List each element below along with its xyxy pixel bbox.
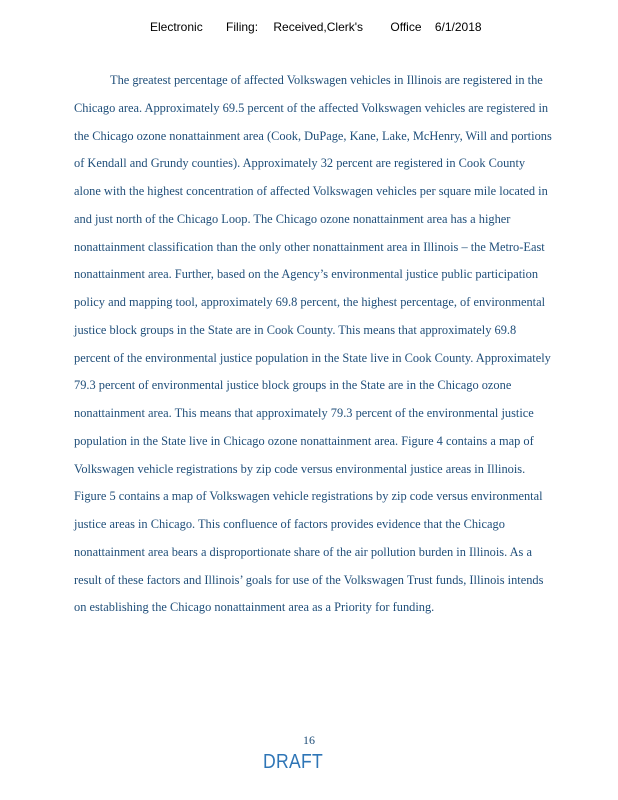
paragraph-line: population in the State live in Chicago ozone nonattainment area. Figure 4 contains a map of	[74, 433, 534, 448]
body-paragraph	[74, 67, 602, 622]
paragraph-line: Figure 5 contains a map of Volkswagen vehicle registrations by zip code versus environmental	[74, 489, 543, 504]
paragraph-line: of Kendall and Grundy counties). Approximately 32 percent are registered in Cook County	[74, 156, 526, 171]
paragraph-line: and just north of the Chicago Loop. The Chicago ozone nonattainment area has a higher	[74, 211, 511, 226]
paragraph-line: Chicago area. Approximately 69.5 percent of the affected Volkswagen vehicles are registered in	[74, 100, 549, 115]
header-office: Office	[390, 20, 422, 34]
header-date: 6/1/2018	[434, 20, 482, 34]
paragraph-line: Volkswagen vehicle registrations by zip code versus environmental justice areas in Illinois.	[74, 461, 526, 476]
filing-header	[150, 20, 482, 34]
header-received: Received,Clerk's	[273, 20, 364, 34]
paragraph-line: The greatest percentage of affected Volkswagen vehicles in Illinois are registered in the	[110, 73, 543, 87]
paragraph-line: the Chicago ozone nonattainment area (Cook, DuPage, Kane, Lake, McHenry, Will and portions	[74, 128, 552, 143]
paragraph-line: alone with the highest concentration of affected Volkswagen vehicles per square mile located in	[74, 184, 548, 198]
paragraph-line: justice areas in Chicago. This confluence of factors provides evidence that the Chicago	[74, 517, 505, 531]
paragraph-line: justice block groups in the State are in Cook County. This means that approximately 69.8	[74, 322, 517, 337]
header-filing: Filing:	[226, 20, 259, 34]
page-number: 16	[303, 733, 315, 747]
header-electronic: Electronic	[150, 20, 203, 34]
paragraph-line: nonattainment area. Further, based on the Agency’s environmental justice public participation	[74, 267, 539, 282]
paragraph-line: nonattainment classification than the only other nonattainment area in Illinois – the Metro-East	[74, 239, 545, 254]
paragraph-line: percent of the environmental justice population in the State live in Cook County. Approximately	[74, 350, 551, 365]
paragraph-line: nonattainment area. This means that approximately 79.3 percent of the environmental justice	[74, 406, 534, 420]
paragraph-line: result of these factors and Illinois’ goals for use of the Volkswagen Trust funds, Illinois intends	[74, 572, 544, 587]
paragraph-line: policy and mapping tool, approximately 69.8 percent, the highest percentage, of environmental	[74, 295, 546, 309]
paragraph-line: on establishing the Chicago nonattainment area as a Priority for funding.	[74, 600, 435, 615]
paragraph-line: nonattainment area bears a disproportionate share of the air pollution burden in Illinois. As a	[74, 544, 532, 559]
paragraph-line: 79.3 percent of environmental justice block groups in the State are in the Chicago ozone	[74, 378, 512, 393]
draft-watermark: DRAFT	[262, 751, 323, 773]
